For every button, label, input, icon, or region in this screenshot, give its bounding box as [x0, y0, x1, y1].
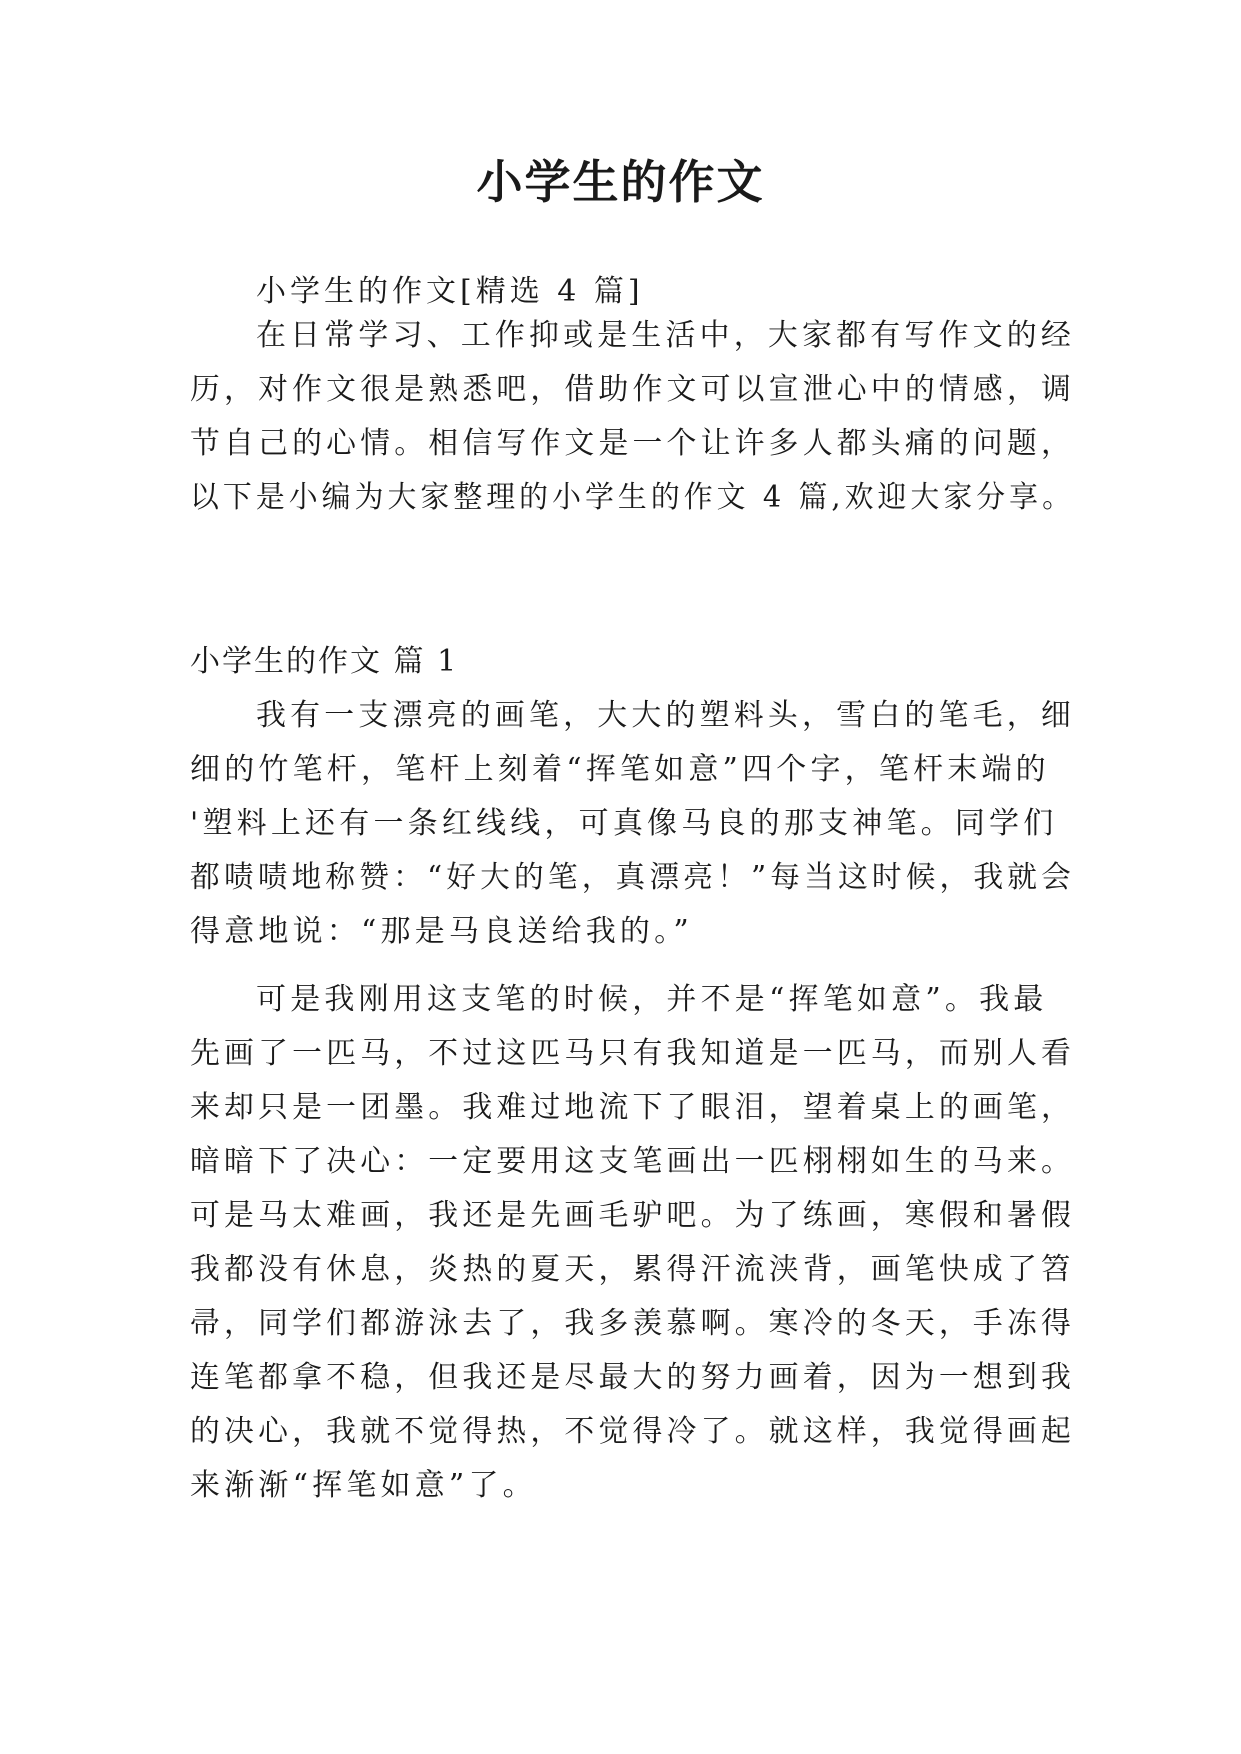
paragraph-line: 得意地说：“那是马良送给我的。” — [190, 914, 693, 949]
paragraph-line: 的决心，我就不觉得热，不觉得冷了。就这样，我觉得画起 — [190, 1414, 1076, 1449]
paragraph-line: 来渐渐“挥笔如意”了。 — [190, 1468, 537, 1503]
paragraph-line: 细的竹笔杆，笔杆上刻着“挥笔如意”四个字，笔杆末端的 — [190, 752, 1050, 787]
intro-line: 历，对作文很是熟悉吧，借助作文可以宣泄心中的情感，调 — [190, 372, 1076, 407]
paragraph-line: 都啧啧地称赞：“好大的笔，真漂亮！”每当这时候，我就会 — [190, 860, 1075, 895]
paragraph-line: 我有一支漂亮的画笔，大大的塑料头，雪白的笔毛，细 — [256, 698, 1076, 733]
intro-line: 以下是小编为大家整理的小学生的作文 4 篇,欢迎大家分享。 — [190, 480, 1076, 515]
document-subtitle: 小学生的作文[精选 4 篇] — [256, 274, 644, 309]
paragraph-line: 连笔都拿不稳，但我还是尽最大的努力画着，因为一想到我 — [190, 1360, 1076, 1395]
document-title: 小学生的作文 — [476, 155, 765, 209]
paragraph-line: 暗暗下了决心：一定要用这支笔画出一匹栩栩如生的马来。 — [190, 1144, 1076, 1179]
paragraph-line: 可是马太难画，我还是先画毛驴吧。为了练画，寒假和暑假 — [190, 1198, 1076, 1233]
paragraph-line: 先画了一匹马，不过这匹马只有我知道是一匹马，而别人看 — [190, 1036, 1076, 1071]
paragraph-line: 可是我刚用这支笔的时候，并不是“挥笔如意”。我最 — [256, 982, 1048, 1017]
section-heading: 小学生的作文 篇 1 — [190, 644, 459, 679]
paragraph-line: '塑料上还有一条红线线，可真像马良的那支神笔。同学们 — [190, 806, 1058, 841]
intro-line: 节自己的心情。相信写作文是一个让许多人都头痛的问题， — [190, 426, 1076, 461]
paragraph-line: 帚，同学们都游泳去了，我多羡慕啊。寒冷的冬天，手冻得 — [190, 1306, 1076, 1341]
paragraph-line: 我都没有休息，炎热的夏天，累得汗流浃背，画笔快成了笤 — [190, 1252, 1076, 1287]
paragraph-line: 来却只是一团墨。我难过地流下了眼泪，望着桌上的画笔， — [190, 1090, 1076, 1125]
intro-line: 在日常学习、工作抑或是生活中，大家都有写作文的经 — [256, 318, 1076, 353]
